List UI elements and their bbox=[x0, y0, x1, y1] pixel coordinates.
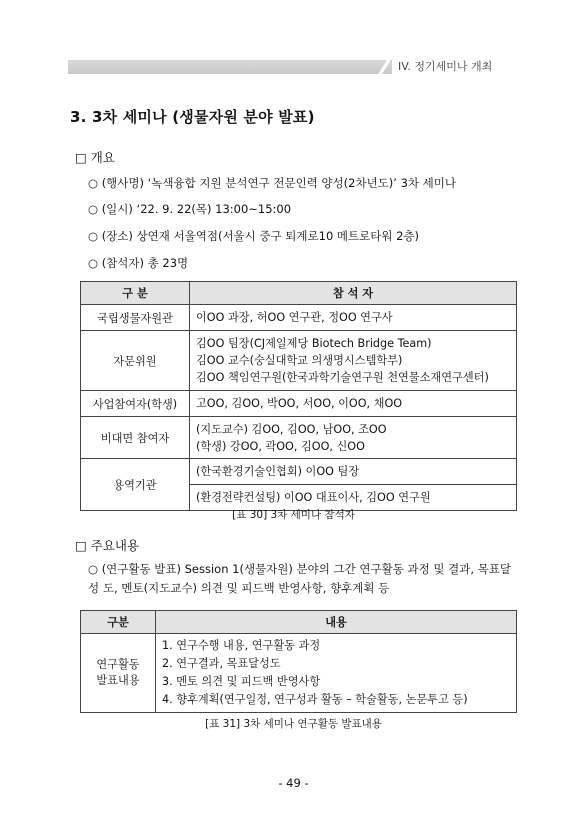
table-cell-attendees: 이OO 과장, 허OO 연구관, 정OO 연구사 bbox=[190, 305, 517, 331]
category-line: 발표내용 bbox=[96, 674, 140, 687]
attendee-line: (지도교수) 김OO, 김OO, 남OO, 조OO bbox=[196, 422, 387, 436]
content-item: 3. 멘토 의견 및 피드백 반영사항 bbox=[162, 675, 321, 688]
table-cell-attendees bbox=[190, 331, 517, 391]
table-cell-category: 용역기관 bbox=[81, 459, 190, 511]
table-caption-31: [표 31] 3차 세미나 연구활동 발표내용 bbox=[205, 718, 382, 730]
content-item: 1. 연구수행 내용, 연구활동 과정 bbox=[162, 639, 321, 652]
category-line: 연구활동 bbox=[96, 658, 140, 671]
table-caption-30: [표 30] 3차 세미나 참석자 bbox=[232, 509, 355, 521]
attendee-line: 김OO 팀장(CJ제일제당 Biotech Bridge Team) bbox=[196, 337, 432, 350]
attendee-line: (학생) 강OO, 곽OO, 김OO, 신OO bbox=[196, 439, 365, 453]
table-cell-attendees: (한국환경기술인협회) 이OO 팀장 bbox=[190, 459, 517, 485]
section-title: 3. 3차 세미나 (생물자원 분야 발표) bbox=[70, 108, 315, 126]
table-row bbox=[81, 391, 517, 417]
table-row bbox=[81, 459, 517, 485]
table-header-content: 내용 bbox=[156, 611, 517, 634]
table-cell-attendees: 고OO, 김OO, 박OO, 서OO, 이OO, 채OO bbox=[190, 391, 517, 417]
presentation-table bbox=[80, 610, 517, 713]
main-content-bullet-line1: ○ (연구활동 발표) Session 1(생물자원) 분야의 그간 연구활동 과정 및 결과, 목표달성 bbox=[88, 562, 511, 595]
attendee-line: 김OO 교수(숭실대학교 의생명시스템학부) bbox=[196, 354, 403, 367]
table-header-row bbox=[81, 282, 517, 305]
header-notch bbox=[376, 56, 390, 78]
table-cell-attendees: (환경전략컨설팅) 이OO 대표이사, 김OO 연구원 bbox=[190, 485, 517, 511]
content-item: 2. 연구결과, 목표달성도 bbox=[162, 657, 281, 670]
page-number: - 49 - bbox=[278, 776, 309, 790]
table-cell-category: 비대면 참여자 bbox=[81, 417, 190, 459]
table-cell-category: 사업참여자(학생) bbox=[81, 391, 190, 417]
table-cell-attendees bbox=[190, 417, 517, 459]
table-row bbox=[81, 305, 517, 331]
table-header-category: 구분 bbox=[81, 611, 156, 634]
attendee-line: 김OO 책임연구원(한국과학기술연구원 천연물소재연구센터) bbox=[196, 371, 489, 384]
table-cell-content bbox=[156, 634, 517, 713]
overview-bullet-place: ○ (장소) 상연재 서울역점(서울시 중구 퇴계로10 메트로타워 2층) bbox=[88, 229, 420, 243]
overview-heading: □ 개요 bbox=[75, 150, 115, 165]
table-header-row bbox=[81, 611, 517, 634]
chapter-header: IV. 정기세미나 개최 bbox=[392, 58, 518, 76]
main-content-heading: □ 주요내용 bbox=[75, 538, 140, 553]
table-cell-category bbox=[81, 634, 156, 713]
table-header-category: 구 분 bbox=[81, 282, 190, 305]
table-row bbox=[81, 331, 517, 391]
overview-bullet-date: ○ (일시) ‘22. 9. 22(목) 13:00~15:00 bbox=[88, 202, 292, 216]
overview-bullet-event: ○ (행사명) ‘녹색융합 지원 분석연구 전문인력 양성(2차년도)’ 3차 세미나 bbox=[88, 176, 457, 190]
table-header-attendees: 참 석 자 bbox=[190, 282, 517, 305]
overview-bullet-attendees: ○ (참석자) 총 23명 bbox=[88, 256, 189, 270]
table-cell-category: 국립생물자원관 bbox=[81, 305, 190, 331]
content-item: 4. 향후계획(연구일정, 연구성과 활동 – 학술활동, 논문투고 등) bbox=[162, 693, 468, 706]
main-content-bullet-line2: 도, 멘토(지도교수) 의견 및 피드백 반영사항, 향후계획 등 bbox=[103, 581, 390, 595]
attendee-table bbox=[80, 281, 517, 511]
table-row bbox=[81, 634, 517, 713]
table-row bbox=[81, 417, 517, 459]
table-cell-category: 자문위원 bbox=[81, 331, 190, 391]
